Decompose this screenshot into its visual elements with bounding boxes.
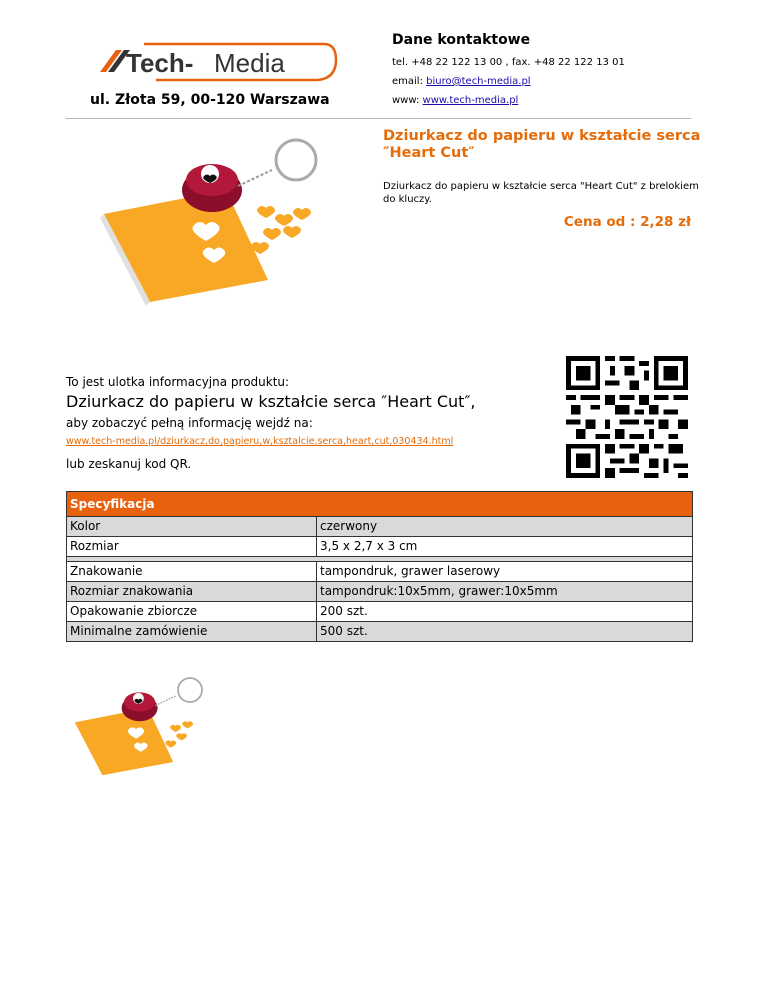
contact-title: Dane kontaktowe bbox=[392, 32, 531, 48]
specification-header: Specyfikacja bbox=[67, 492, 692, 517]
company-address: ul. Złota 59, 00-120 Warszawa bbox=[90, 92, 330, 108]
product-price: Cena od : 2,28 zł bbox=[563, 214, 691, 230]
spec-key: Kolor bbox=[67, 517, 317, 536]
spec-key: Minimalne zamówienie bbox=[67, 622, 317, 641]
logo-text-media: Media bbox=[214, 48, 285, 78]
spec-key: Opakowanie zbiorcze bbox=[67, 602, 317, 621]
table-row bbox=[67, 562, 692, 582]
tech-media-logo bbox=[96, 36, 342, 86]
table-row bbox=[67, 582, 692, 602]
spec-key: Znakowanie bbox=[67, 562, 317, 581]
specification-table bbox=[66, 491, 693, 642]
spec-value: 3,5 x 2,7 x 3 cm bbox=[320, 539, 418, 553]
spec-value: tampondruk, grawer laserowy bbox=[320, 564, 501, 578]
email-link[interactable]: biuro@tech-media.pl bbox=[426, 76, 531, 87]
table-row bbox=[67, 622, 692, 641]
info-intro: To jest ulotka informacyjna produktu: bbox=[66, 375, 290, 389]
www-label: www: bbox=[392, 95, 423, 106]
table-row bbox=[67, 602, 692, 622]
product-description: Dziurkacz do papieru w kształcie serca "Heart Cut" z brelokiem do kluczy. bbox=[383, 181, 699, 205]
contact-email bbox=[392, 76, 531, 87]
info-product-name: Dziurkacz do papieru w kształcie serca ″Heart Cut″, bbox=[66, 392, 476, 411]
table-row bbox=[67, 517, 692, 537]
info-qr-text: lub zeskanuj kod QR. bbox=[66, 457, 192, 471]
product-image bbox=[96, 130, 346, 330]
spec-value: tampondruk:10x5mm, grawer:10x5mm bbox=[320, 584, 558, 598]
product-url-link[interactable]: www.tech-media.pl/dziurkacz,do,papieru,w,ksztalcie,serca,heart,cut,030434.html bbox=[66, 436, 454, 447]
contact-www bbox=[392, 95, 518, 106]
spec-value: 500 szt. bbox=[320, 624, 368, 638]
info-see-more: aby zobaczyć pełną informację wejdź na: bbox=[66, 416, 313, 430]
qr-code bbox=[562, 356, 692, 478]
email-label: email: bbox=[392, 76, 427, 87]
header-divider bbox=[66, 118, 691, 119]
www-link[interactable]: www.tech-media.pl bbox=[422, 95, 519, 106]
spec-key: Rozmiar bbox=[67, 537, 317, 556]
product-title: Dziurkacz do papieru w kształcie serca ″Heart Cut″ bbox=[383, 128, 701, 161]
spec-value: czerwony bbox=[320, 519, 378, 533]
spec-value: 200 szt. bbox=[320, 604, 368, 618]
table-row bbox=[67, 537, 692, 557]
logo-text: Tech- bbox=[126, 48, 194, 78]
spec-key: Rozmiar znakowania bbox=[67, 582, 317, 601]
product-thumbnail bbox=[70, 672, 220, 792]
contact-phones: tel. +48 22 122 13 00 , fax. +48 22 122 13 01 bbox=[392, 57, 625, 68]
